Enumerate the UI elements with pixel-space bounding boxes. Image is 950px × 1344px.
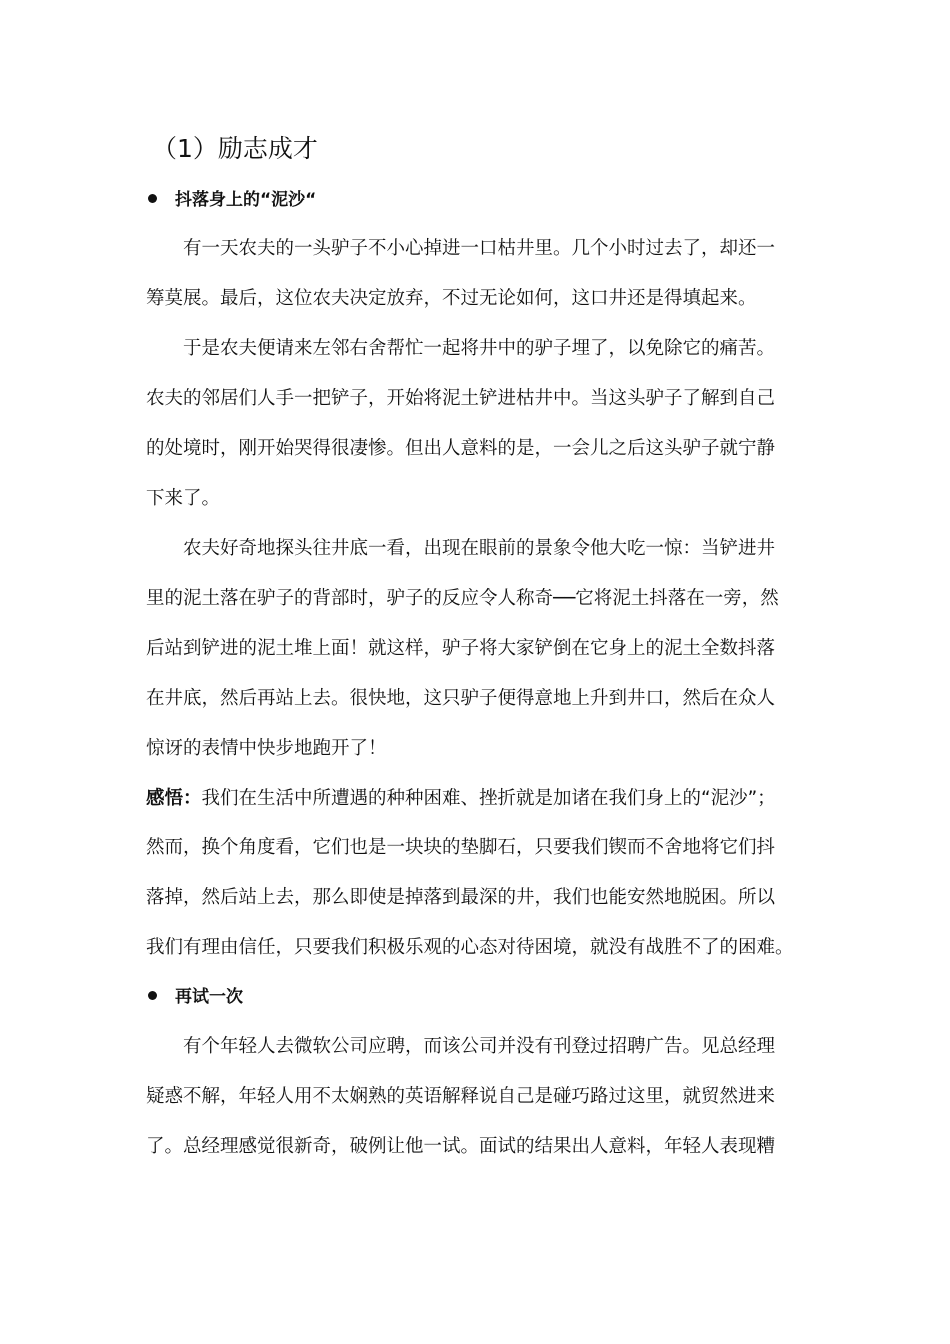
- paragraph-line: 然而，换个角度看，它们也是一块块的垫脚石，只要我们锲而不舍地将它们抖: [146, 837, 776, 858]
- paragraph-line: 后站到铲进的泥土堆上面！就这样，驴子将大家铲倒在它身上的泥土全数抖落: [146, 638, 776, 659]
- bullet-dot-icon: [148, 991, 157, 1000]
- paragraph-line: 落掉，然后站上去，那么即使是掉落到最深的井，我们也能安然地脱困。所以: [146, 887, 776, 908]
- paragraph-line: 有一天农夫的一头驴子不小心掉进一口枯井里。几个小时过去了，却还一: [183, 238, 776, 259]
- bullet-heading-2-text: 再试一次: [175, 987, 243, 1007]
- section-heading: （1）励志成才: [152, 134, 318, 163]
- paragraph-line: 有个年轻人去微软公司应聘，而该公司并没有刊登过招聘广告。见总经理: [183, 1036, 776, 1057]
- paragraph-line: 筹莫展。最后，这位农夫决定放弃，不过无论如何，这口井还是得填起来。: [146, 288, 757, 309]
- paragraph-line: 农夫好奇地探头往井底一看，出现在眼前的景象令他大吃一惊：当铲进井: [183, 538, 776, 559]
- paragraph-line: 我们有理由信任，只要我们积极乐观的心态对待困境，就没有战胜不了的困难。: [146, 937, 794, 958]
- paragraph-line: 于是农夫便请来左邻右舍帮忙一起将井中的驴子埋了，以免除它的痛苦。: [183, 338, 776, 359]
- insight-text: 我们在生活中所遭遇的种种困难、挫折就是加诸在我们身上的“泥沙”；: [201, 788, 776, 809]
- bullet-heading-1-text: 抖落身上的“泥沙“: [175, 190, 317, 210]
- insight-line: [146, 779, 776, 819]
- insight-label: 感悟：: [146, 788, 202, 809]
- bullet-heading-2: [148, 977, 243, 1017]
- paragraph-line: 的处境时，刚开始哭得很凄惨。但出人意料的是，一会儿之后这头驴子就宁静: [146, 438, 776, 459]
- paragraph-line: 了。总经理感觉很新奇，破例让他一试。面试的结果出人意料，年轻人表现糟: [146, 1136, 776, 1157]
- paragraph-line: 农夫的邻居们人手一把铲子，开始将泥土铲进枯井中。当这头驴子了解到自己: [146, 388, 776, 409]
- paragraph-line: 疑惑不解，年轻人用不太娴熟的英语解释说自己是碰巧路过这里，就贸然进来: [146, 1086, 776, 1107]
- bullet-dot-icon: [148, 194, 157, 203]
- paragraph-line: 下来了。: [146, 488, 221, 509]
- paragraph-line: 惊讶的表情中快步地跑开了！: [146, 738, 387, 759]
- paragraph-line: 在井底，然后再站上去。很快地，这只驴子便得意地上升到井口，然后在众人: [146, 688, 776, 709]
- bullet-heading-1: [148, 180, 316, 220]
- paragraph-line: 里的泥土落在驴子的背部时，驴子的反应令人称奇──它将泥土抖落在一旁，然: [146, 588, 779, 609]
